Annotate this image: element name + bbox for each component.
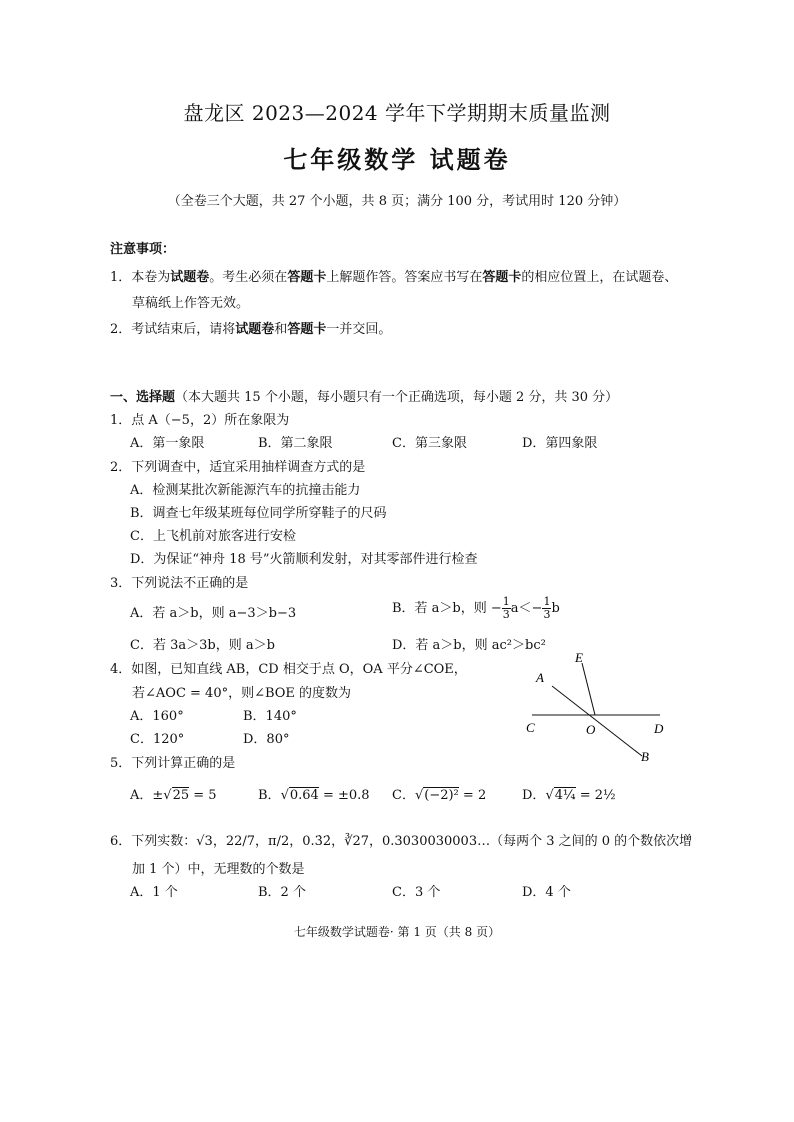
q5-option-c: C．√(−2)² = 2 <box>392 788 487 803</box>
q4-option-a: A．160° <box>130 709 184 724</box>
q2-stem: 2．下列调查中，适宜采用抽样调查方式的是 <box>110 460 366 475</box>
q1-option-a: A．第一象限 <box>130 436 205 451</box>
fraction: $\frac{1}{3}$ <box>543 595 551 621</box>
fraction: $\frac{1}{3}$ <box>502 595 510 621</box>
q6-option-d: D．4 个 <box>522 885 571 900</box>
page-footer: 七年级数学试题卷· 第 1 页（共 8 页） <box>293 925 501 939</box>
q1-stem: 1．点 A（−5，2）所在象限为 <box>110 413 290 428</box>
exam-info: （全卷三个大题，共 27 个小题，共 8 页；满分 100 分，考试用时 120 分钟） <box>167 194 627 209</box>
section-1-heading: 一、选择题（本大题共 15 个小题，每小题只有一个正确选项，每小题 2 分，共 30 分） <box>110 390 619 405</box>
q4-geometry-figure <box>520 648 680 768</box>
label-c: C <box>526 720 535 735</box>
exam-title: 盘龙区 2023—2024 学年下学期期末质量监测 <box>183 101 611 125</box>
q5-stem: 5．下列计算正确的是 <box>110 756 236 771</box>
q5-option-d: D．√4¼ = 2½ <box>522 788 616 803</box>
q6-option-c: C．3 个 <box>392 885 441 900</box>
q2-option-c: C．上飞机前对旅客进行安检 <box>130 529 296 544</box>
label-a: A <box>536 670 544 685</box>
note-1-line2: 草稿纸上作答无效。 <box>132 296 250 311</box>
label-b: B <box>641 749 649 764</box>
notes-heading: 注意事项： <box>110 242 176 257</box>
q3-option-d: D．若 a＞b，则 ac²＞bc² <box>392 638 546 653</box>
label-d: D <box>654 721 664 736</box>
q4-option-b: B．140° <box>243 709 297 724</box>
q4-option-c: C．120° <box>130 732 185 747</box>
q4-option-d: D．80° <box>243 732 290 747</box>
q1-option-b: B．第二象限 <box>258 436 333 451</box>
q6-stem-line2: 加 1 个）中，无理数的个数是 <box>132 862 305 877</box>
q1-option-c: C．第三象限 <box>392 436 467 451</box>
note-2: 2．考试结束后，请将试题卷和答题卡一并交回。 <box>110 322 392 337</box>
label-e: E <box>575 650 583 665</box>
q3-option-b: B．若 a＞b，则 − $\frac{1}{3}$ a＜− $\frac{1}{3}$ b <box>392 595 560 621</box>
q2-option-d: D．为保证“神舟 18 号”火箭顺利发射，对其零部件进行检查 <box>130 552 478 567</box>
note-1: 1．本卷为试题卷。考生必须在答题卡上解题作答。答案应书写在答题卡的相应位置上，在试题卷、 <box>110 270 678 285</box>
label-o: O <box>586 722 596 737</box>
q3-option-a: A．若 a＞b，则 a−3＞b−3 <box>130 606 297 621</box>
ray-oe <box>582 663 595 715</box>
line-ab <box>552 686 642 756</box>
q4-stem-line2: 若∠AOC = 40°，则∠BOE 的度数为 <box>132 686 352 701</box>
q3-option-c: C．若 3a＞3b，则 a＞b <box>130 638 275 653</box>
exam-subtitle: 七年级数学 试题卷 <box>283 145 511 174</box>
q6-stem-line1: 6．下列实数：√3，22/7，π/2，0.3̇2̇，∛27，0.3030030003…（每两个 3 之间的 0 的个数依次增 <box>110 834 693 849</box>
q6-option-a: A．1 个 <box>130 885 178 900</box>
q1-option-d: D．第四象限 <box>522 436 598 451</box>
q5-option-a: A．±√25 = 5 <box>130 788 217 803</box>
q4-stem-line1: 4．如图，已知直线 AB，CD 相交于点 O，OA 平分∠COE， <box>110 662 467 677</box>
q3-stem: 3．下列说法不正确的是 <box>110 576 249 591</box>
q5-option-b: B．√0.64 = ±0.8 <box>258 788 370 803</box>
q2-option-a: A．检测某批次新能源汽车的抗撞击能力 <box>130 483 361 498</box>
q6-option-b: B．2 个 <box>258 885 306 900</box>
q2-option-b: B．调查七年级某班每位同学所穿鞋子的尺码 <box>130 506 387 521</box>
